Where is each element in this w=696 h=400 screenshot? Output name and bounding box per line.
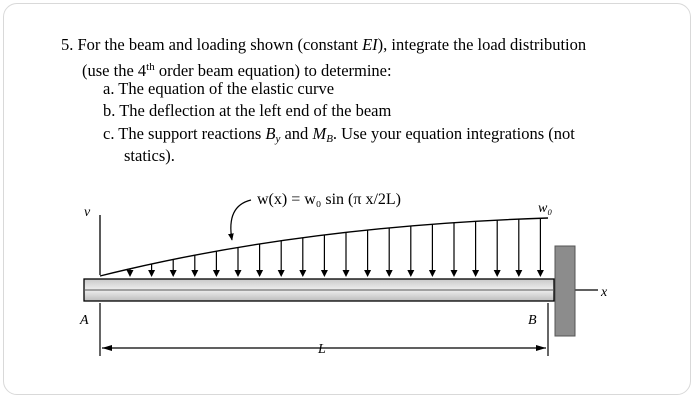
load-arrow-head xyxy=(515,270,522,277)
part-c-letter: c. xyxy=(103,124,115,143)
w0-label: w₀ xyxy=(538,201,553,216)
problem-text-2a: (use the 4 xyxy=(82,61,147,80)
load-arrow-head xyxy=(256,270,263,277)
load-arrow-head xyxy=(472,270,479,277)
load-arrows xyxy=(127,218,544,277)
load-leader-line xyxy=(231,200,251,240)
load-arrow-head xyxy=(213,270,220,277)
length-arrow-right xyxy=(536,345,546,351)
length-arrow-left xyxy=(102,345,112,351)
load-arrow-head xyxy=(127,270,134,277)
problem-text-2b: order beam equation) to determine: xyxy=(154,61,392,80)
fixed-wall-support xyxy=(555,246,575,336)
a-label: A xyxy=(80,313,89,328)
part-b-text: The deflection at the left end of the beam xyxy=(119,101,392,120)
mb-subscript: B xyxy=(326,133,333,145)
b-label: B xyxy=(528,313,537,328)
load-arrow-head xyxy=(386,270,393,277)
load-arrow-head xyxy=(494,270,501,277)
load-arrow-head xyxy=(170,270,177,277)
load-arrow-head xyxy=(321,270,328,277)
load-arrow-head xyxy=(451,270,458,277)
load-arrow-head xyxy=(299,270,306,277)
part-c-text-2: . Use your equation integrations (not xyxy=(332,124,575,143)
v-axis-label: v xyxy=(84,205,91,220)
length-label: L xyxy=(318,342,326,357)
part-c-text-1: The support reactions xyxy=(118,124,266,143)
part-a-letter: a. xyxy=(103,79,115,98)
problem-text-1b: ), integrate the load distribution xyxy=(377,35,587,54)
load-arrow-head xyxy=(148,270,155,277)
part-b-letter: b. xyxy=(103,101,116,120)
superscript-th: th xyxy=(146,61,155,73)
by-symbol: B xyxy=(265,124,276,143)
load-arrow-head xyxy=(191,270,198,277)
load-arrow-head xyxy=(235,270,242,277)
load-arrow-head xyxy=(364,270,371,277)
problem-number: 5. xyxy=(61,35,74,54)
x-axis-label: x xyxy=(601,285,608,300)
load-arrow-head xyxy=(537,270,544,277)
part-c-and: and xyxy=(280,124,313,143)
load-arrow-head xyxy=(407,270,414,277)
by-subscript: y xyxy=(275,133,281,145)
part-c-text-3: statics). xyxy=(124,146,175,165)
problem-text-1a: For the beam and loading shown (constant xyxy=(77,35,363,54)
load-arrow-head xyxy=(343,270,350,277)
load-expression: w(x) = w₀ sin (π x/2L) xyxy=(257,191,401,208)
load-arrow-head xyxy=(429,270,436,277)
part-a-text: The equation of the elastic curve xyxy=(118,79,335,98)
mb-symbol: M xyxy=(312,124,327,143)
load-arrow-head xyxy=(278,270,285,277)
ei-symbol: EI xyxy=(362,35,378,54)
